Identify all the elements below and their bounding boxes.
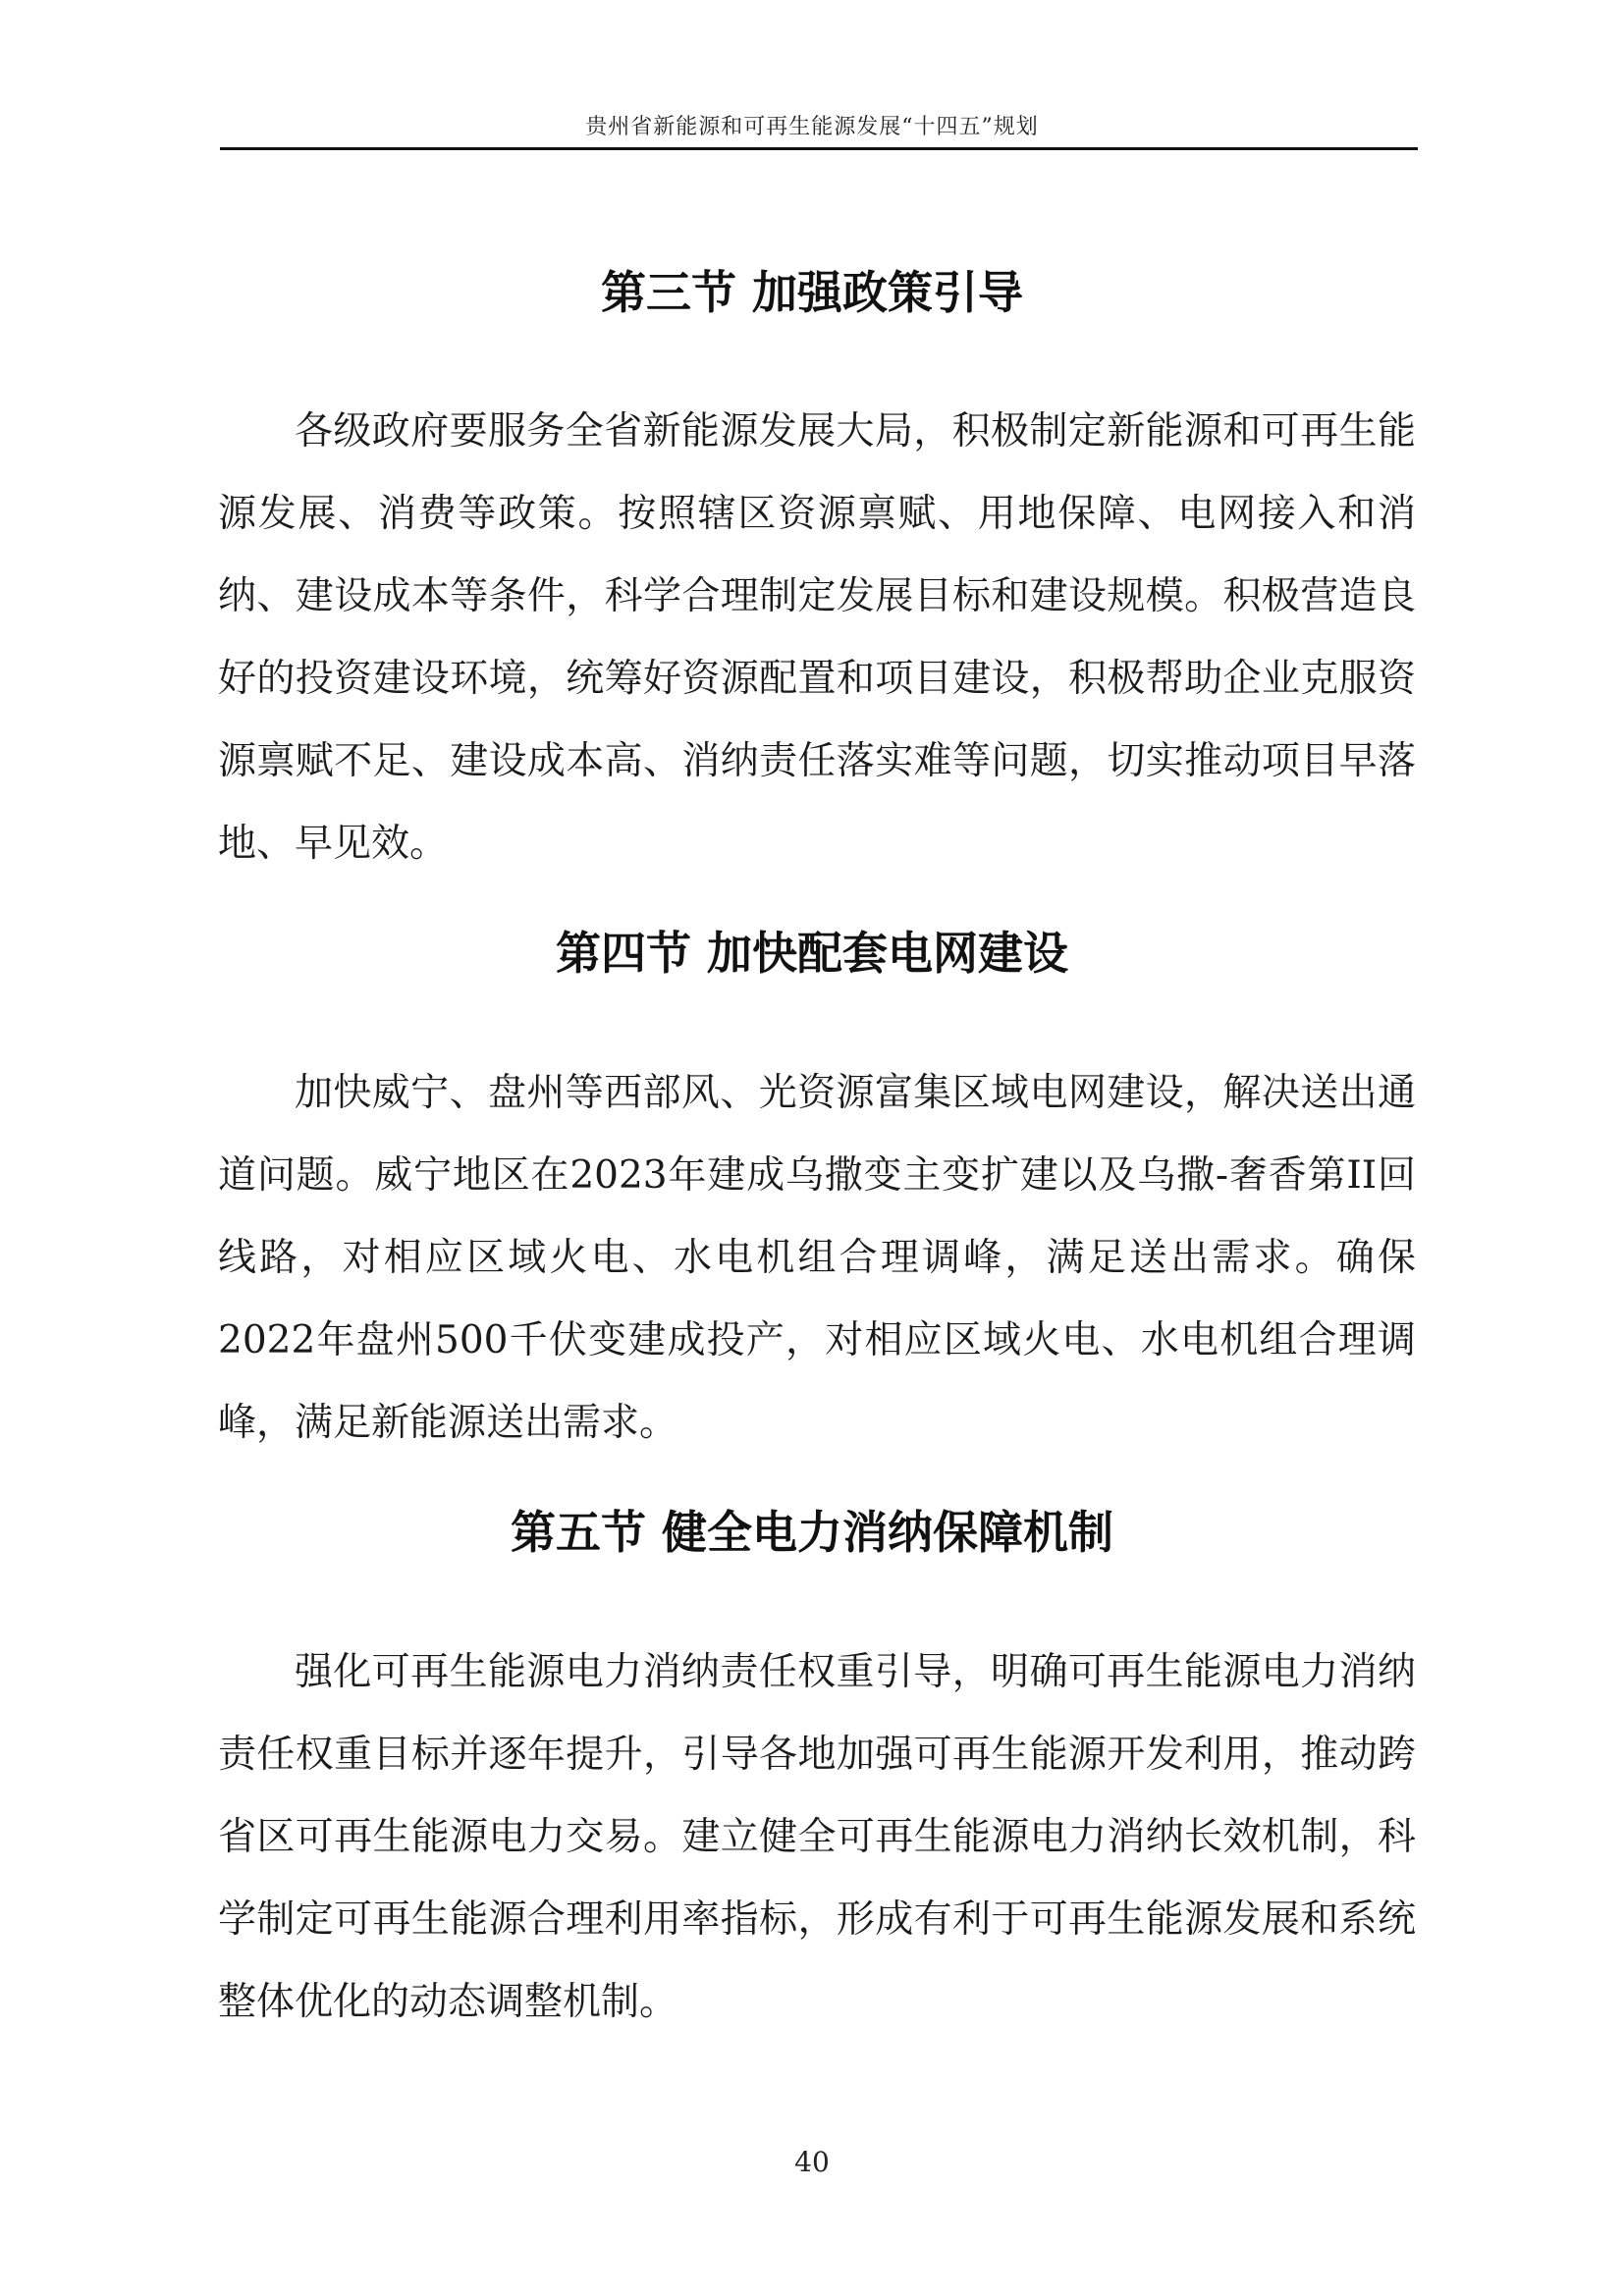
section-paragraph-5: 强化可再生能源电力消纳责任权重引导，明确可再生能源电力消纳责任权重目标并逐年提升，引导各地加强可再生能源开发利用，推动跨省区可再生能源电力交易。建立健全可再生能源电力消纳长效机制，科学制定可再生能源合理利用率指标，形成有利于可再生能源发展和系统整体优化的动态调整机制。	[218, 1650, 1416, 2024]
section-paragraph-3: 各级政府要服务全省新能源发展大局，积极制定新能源和可再生能源发展、消费等政策。按照辖区资源禀赋、用地保障、电网接入和消纳、建设成本等条件，科学合理制定发展目标和建设规模。积极营造良好的投资建设环境，统筹好资源配置和项目建设，积极帮助企业克服资源禀赋不足、建设成本高、消纳责任落实难等问题，切实推动项目早落地、早见效。	[218, 409, 1416, 866]
running-header-title: 贵州省新能源和可再生能源发展“十四五”规划	[585, 115, 1039, 139]
section-heading-3: 第三节 加强政策引导	[600, 266, 1023, 319]
section-heading-4: 第四节 加快配套电网建设	[555, 927, 1068, 980]
page-number: 40	[794, 2146, 830, 2178]
header-divider	[220, 147, 1418, 150]
section-paragraph-4: 加快威宁、盘州等西部风、光资源富集区域电网建设，解决送出通道问题。威宁地区在2023年建成乌撒变主变扩建以及乌撒-奢香第II回线路，对相应区域火电、水电机组合理调峰，满足送出需求。确保2022年盘州500千伏变建成投产，对相应区域火电、水电机组合理调峰，满足新能源送出需求。	[218, 1071, 1416, 1445]
section-heading-5: 第五节 健全电力消纳保障机制	[510, 1506, 1113, 1559]
